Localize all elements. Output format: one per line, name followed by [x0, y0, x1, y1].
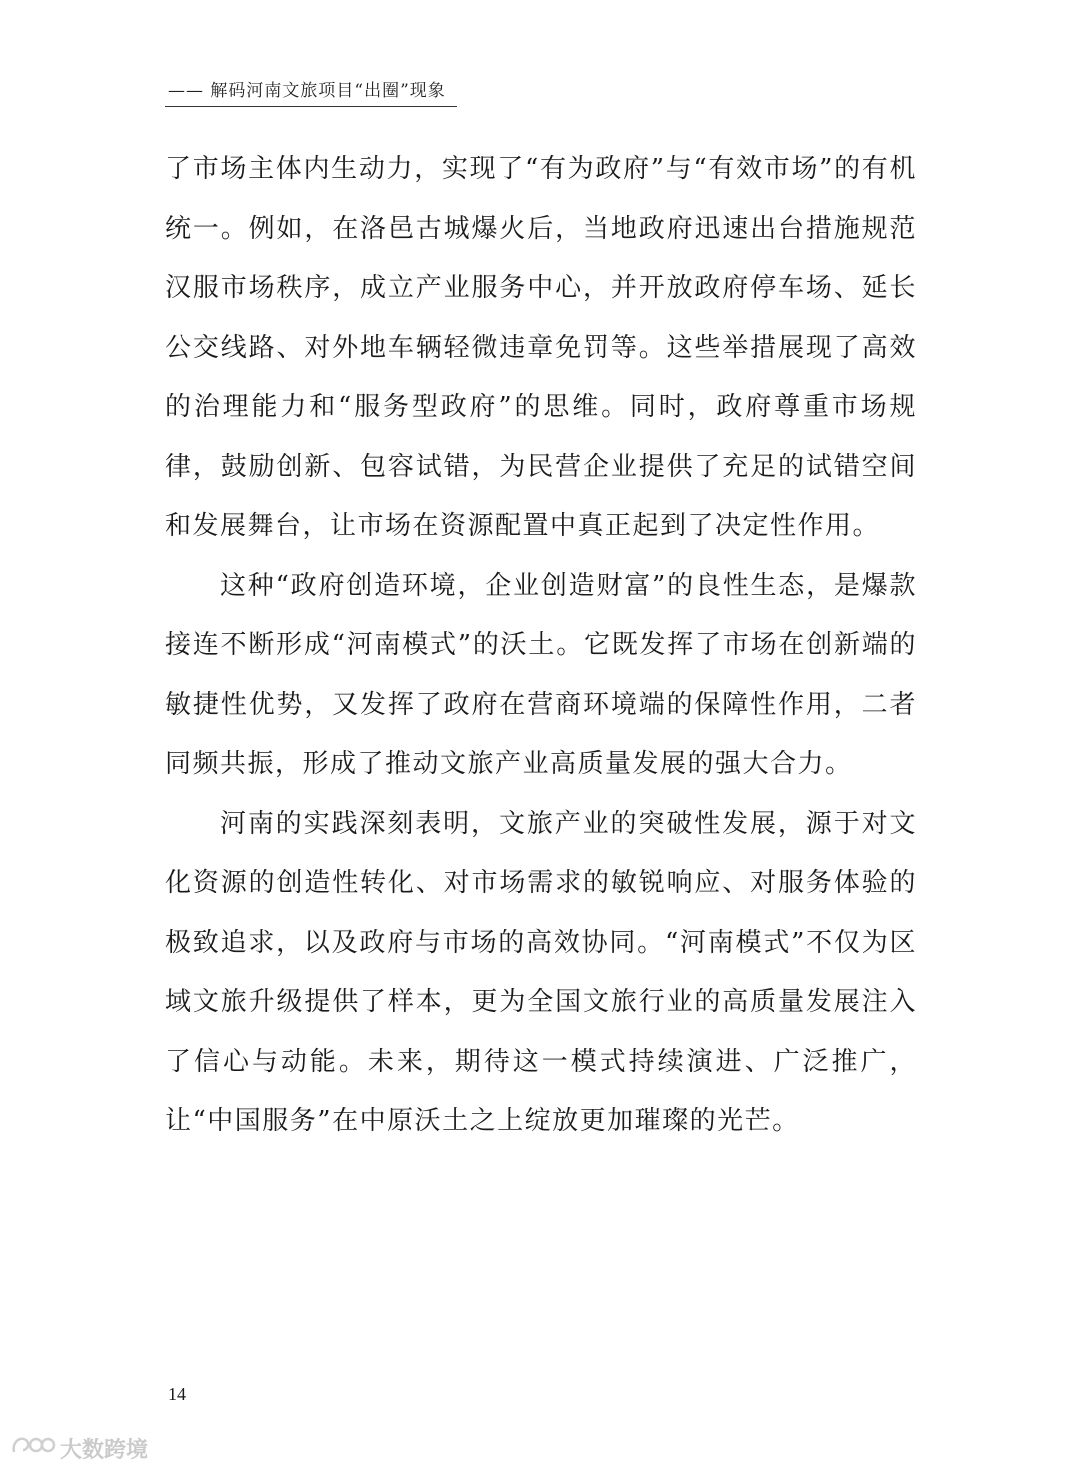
- paragraph-3: 河南的实践深刻表明，文旅产业的突破性发展，源于对文化资源的创造性转化、对市场需求的敏锐响应、对服务体验的极致追求，以及政府与市场的高效协同。“河南模式”不仅为区域文旅升级提供了样本，更为全国文旅行业的高质量发展注入了信心与动能。未来，期待这一模式持续演进、广泛推广，让“中国服务”在中原沃土之上绽放更加璀璨的光芒。: [165, 808, 917, 1136]
- watermark-text: 大数跨境: [60, 1437, 149, 1463]
- brand-logo-icon: [10, 1432, 56, 1464]
- page-number: 14: [168, 1384, 186, 1404]
- watermark: [10, 1432, 148, 1464]
- body-text: [165, 140, 917, 1152]
- header-divider: [165, 106, 457, 107]
- paragraph-1: 了市场主体内生动力，实现了“有为政府”与“有效市场”的有机统一。例如，在洛邑古城爆火后，当地政府迅速出台措施规范汉服市场秩序，成立产业服务中心，并开放政府停车场、延长公交线路、对外地车辆轻微违章免罚等。这些举措展现了高效的治理能力和“服务型政府”的思维。同时，政府尊重市场规律，鼓励创新、包容试错，为民营企业提供了充足的试错空间和发展舞台，让市场在资源配置中真正起到了决定性作用。: [165, 154, 917, 541]
- paragraph-2: 这种“政府创造环境，企业创造财富”的良性生态，是爆款接连不断形成“河南模式”的沃土。它既发挥了市场在创新端的敏捷性优势，又发挥了政府在营商环境端的保障性作用，二者同频共振，形成了推动文旅产业高质量发展的强大合力。: [165, 570, 917, 779]
- running-header: —— 解码河南文旅项目“出圈”现象: [168, 81, 446, 101]
